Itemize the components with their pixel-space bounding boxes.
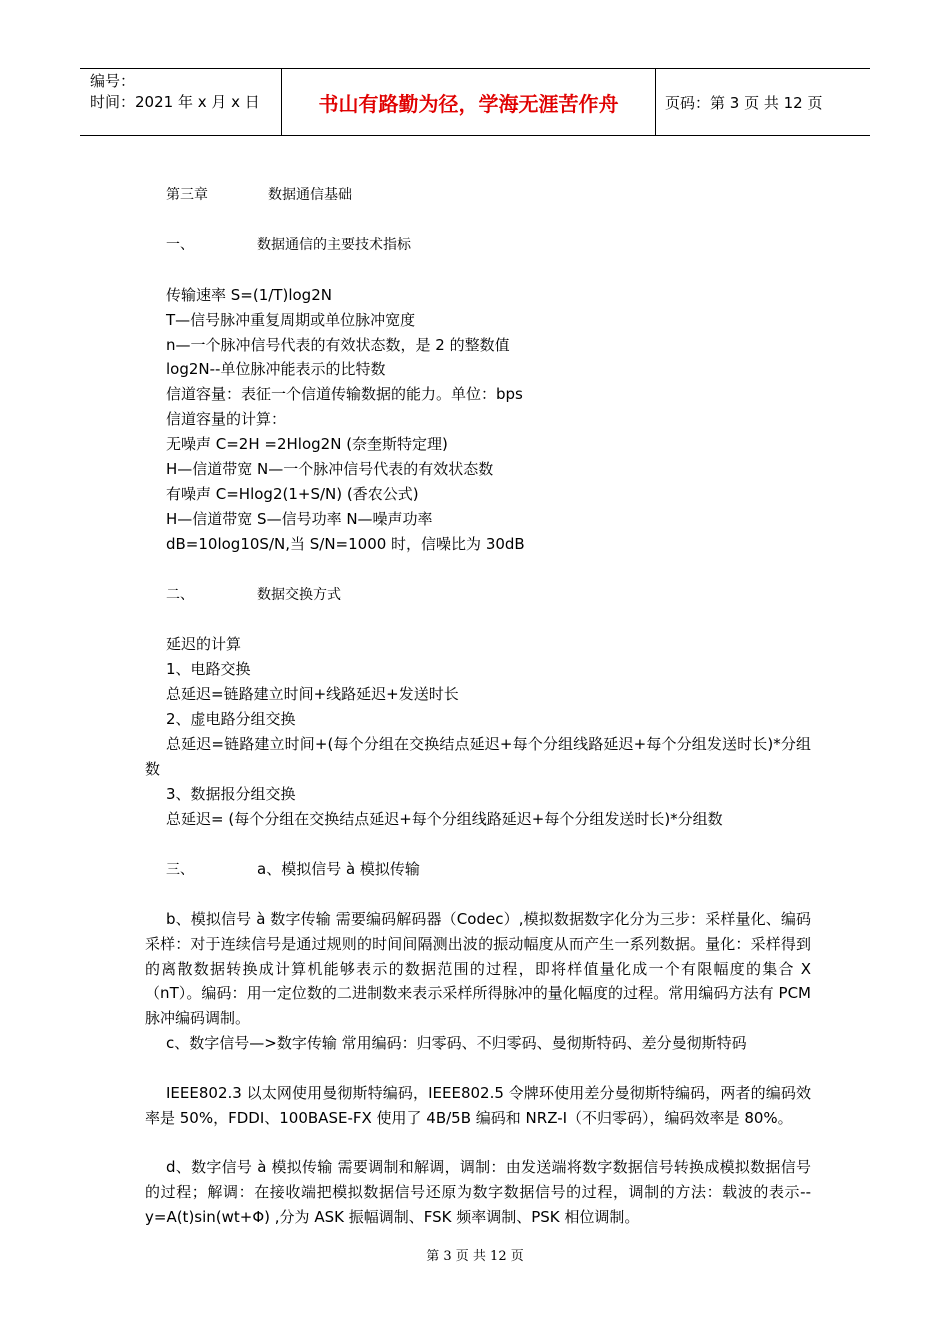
header-motto: 书山有路勤为径，学海无涯苦作舟 [282,69,656,135]
text-line: T—信号脉冲重复周期或单位脉冲宽度 [166,311,416,329]
text-line: n—一个脉冲信号代表的有效状态数，是 2 的整数值 [166,336,510,354]
section-2-title: 数据交换方式 [257,587,341,603]
header-page-info: 页码：第 3 页 共 12 页 [665,93,823,112]
text-line: 总延迟=链路建立时间+线路延迟+发送时长 [166,685,459,703]
section-3-number: 三、 [166,862,194,878]
text-line: 有噪声 C=Hlog2(1+S/N) (香农公式) [166,485,419,503]
text-line: 信道容量：表征一个信道传输数据的能力。单位：bps [166,385,523,403]
paragraph [145,732,811,782]
text-line: H—信道带宽 N—一个脉冲信号代表的有效状态数 [166,460,494,478]
paragraph-b [145,907,811,1031]
section-1-heading [166,234,411,256]
page-header [80,68,870,136]
text-line: H—信道带宽 S—信号功率 N—噪声功率 [166,510,433,528]
section-2-number: 二、 [166,587,194,603]
text-line: 信道容量的计算： [166,410,287,428]
section-3-heading [166,858,420,881]
text-line: log2N--单位脉冲能表示的比特数 [166,360,386,378]
section-1-number: 一、 [166,237,194,253]
chapter-number: 第三章 [166,187,208,203]
page-footer: 第 3 页 共 12 页 [426,1249,524,1264]
text-line: 总延迟= (每个分组在交换结点延迟+每个分组线路延迟+每个分组发送时长)*分组数 [166,810,723,828]
paragraph-c [145,1031,811,1056]
paragraph-text: c、数字信号—>数字传输 常用编码：归零码、不归零码、曼彻斯特码、差分曼彻斯特码 [166,1034,747,1052]
text-line: 延迟的计算 [166,635,242,653]
text-line: dB=10log10S/N,当 S/N=1000 时，信噪比为 30dB [166,535,525,553]
chapter-title: 数据通信基础 [268,187,352,203]
chapter-heading [166,184,352,206]
paragraph-ieee [145,1081,811,1131]
section-2-heading [166,584,341,606]
text-line: 无噪声 C=2H =2Hlog2N (奈奎斯特定理) [166,435,448,453]
text-line: 2、虚电路分组交换 [166,710,296,728]
section-3-title: a、模拟信号 à 模拟传输 [257,860,420,878]
paragraph-d [145,1155,811,1229]
section-1-title: 数据通信的主要技术指标 [257,237,411,253]
text-line: 1、电路交换 [166,660,251,678]
paragraph-text: 总延迟=链路建立时间+(每个分组在交换结点延迟+每个分组线路延迟+每个分组发送时长)*分组数 [145,735,811,778]
header-left-cell [80,69,282,135]
paragraph-text: IEEE802.3 以太网使用曼彻斯特编码，IEEE802.5 令牌环使用差分曼彻斯特编码，两者的编码效率是 50%，FDDI、100BASE-FX 使用了 4B/5B 编码和 NRZ-I（不归零码），编码效率是 80%。 [145,1084,811,1127]
text-line: 传输速率 S=(1/T)log2N [166,286,332,304]
paragraph-text: d、数字信号 à 模拟传输 需要调制和解调，调制：由发送端将数字数据信号转换成模拟数据信号的过程；解调：在接收端把模拟数据信号还原为数字数据信号的过程，调制的方法：载波的表示--y=A(t)sin(wt+Φ) ,分为 ASK 振幅调制、FSK 频率调制、PSK 相位调制。 [145,1158,811,1226]
doc-id-label: 编号： [90,72,136,90]
text-line: 3、数据报分组交换 [166,785,296,803]
paragraph-text: b、模拟信号 à 数字传输 需要编码解码器（Codec）,模拟数据数字化分为三步：采样量化、编码 采样：对于连续信号是通过规则的时间间隔测出波的振动幅度从而产生一系列数据。量化：采样得到的离散数据转换成计算机能够表示的数据范围的过程，即将样值量化成一个有限幅度的集合 X（nT）。编码：用一定位数的二进制数来表示采样所得脉冲的量化幅度的过程。常用编码方法有 PCM 脉冲编码调制。 [145,910,811,1028]
doc-date: 时间：2021 年 x 月 x 日 [90,93,260,111]
